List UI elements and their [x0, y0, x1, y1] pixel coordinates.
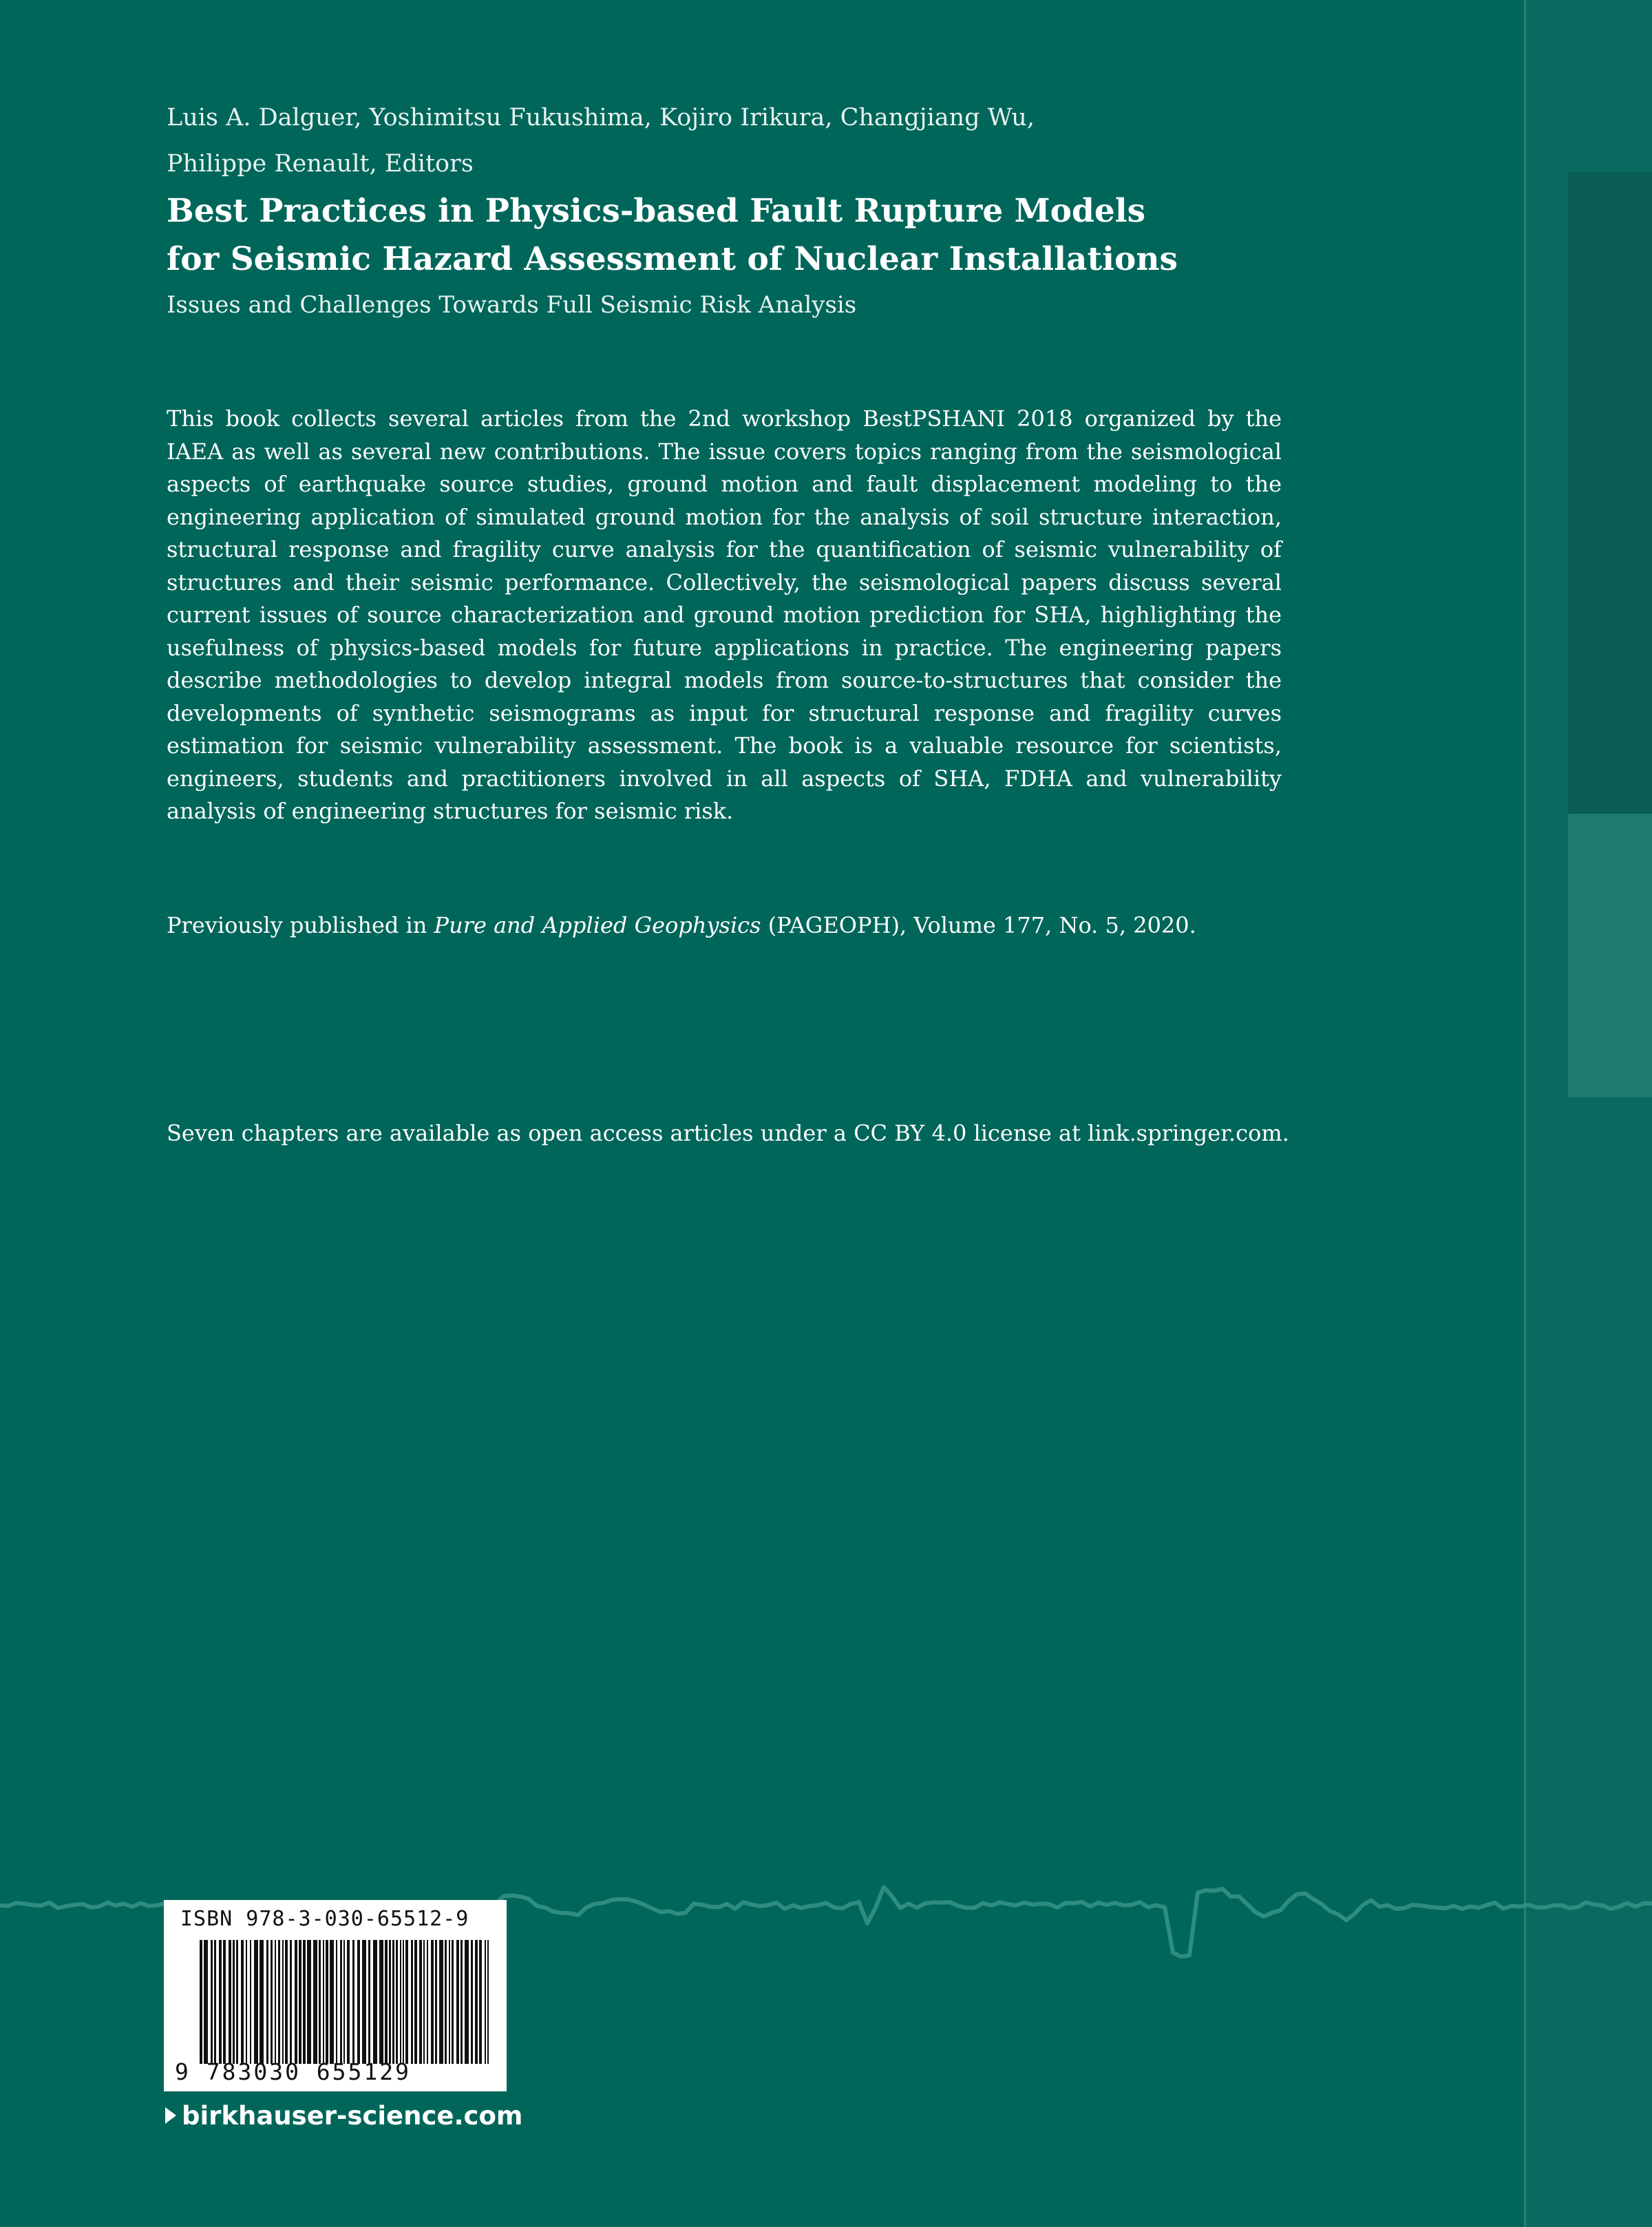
book-description: This book collects several articles from the 2nd workshop BestPSHANI 2018 organized by the IAEA as well as several new contributions. The issue covers topics ranging from the seismological aspects of earthquake source studies, ground motion and fault displacement modeling to the engineering application of simulated ground motion for the analysis of soil structure interaction, structural response and fragility curve analysis for the quantification of seismic vulnerability of structures and their seismic performance. Collectively, the seismological papers discuss several current issues of source characterization and ground motion prediction for SHA, highlighting the usefulness of physics-based models for future applications in practice. The engineering papers describe methodologies to develop integral models from source-to-structures that consider the developments of synthetic seismograms as input for structural response and fragility curves estimation for seismic vulnerability assessment. The book is a valuable resource for scientists, engineers, students and practitioners involved in all aspects of SHA, FDHA and vulnerability analysis of engineering structures for seismic risk.: [167, 405, 1282, 824]
barcode-bar: [368, 1940, 370, 2064]
barcode-bar: [214, 1940, 216, 2064]
barcode-bar: [271, 1940, 273, 2064]
barcode-bar: [414, 1940, 417, 2064]
barcode-bar: [449, 1940, 450, 2064]
barcode-bar: [389, 1940, 391, 2064]
barcode-bar: [439, 1940, 443, 2064]
barcode-bar: [340, 1940, 342, 2064]
spine-panel-dark: [1568, 172, 1652, 814]
barcode-bar: [392, 1940, 394, 2064]
barcode-bar: [347, 1940, 350, 2064]
publisher-url: birkhauser-science.com: [182, 2101, 523, 2131]
book-title-line-1: Best Practices in Physics-based Fault Rupture Models: [167, 192, 1146, 230]
editors-line-2: Philippe Renault, Editors: [167, 150, 474, 178]
barcode-bar: [290, 1940, 292, 2064]
barcode-bar: [362, 1940, 366, 2064]
barcode-bar: [343, 1940, 345, 2064]
book-title-line-2: for Seismic Hazard Assessment of Nuclear Installations: [167, 240, 1178, 278]
barcode-bar: [275, 1940, 276, 2064]
barcode-bar: [254, 1940, 258, 2064]
barcode-bar: [411, 1940, 413, 2064]
previously-suffix: (PAGEOPH), Volume 177, No. 5, 2020.: [761, 912, 1196, 938]
barcode-bar: [423, 1940, 425, 2064]
barcode-bar: [403, 1940, 404, 2064]
barcode-bar: [452, 1940, 454, 2064]
previously-prefix: Previously published in: [167, 912, 434, 938]
barcode-bar: [211, 1940, 213, 2064]
barcode-bar: [475, 1940, 478, 2064]
barcode-bar: [471, 1940, 473, 2064]
barcode-bar: [427, 1940, 428, 2064]
barcode-bar: [431, 1940, 434, 2064]
barcode-bar: [330, 1940, 334, 2064]
barcode-bar: [456, 1940, 459, 2064]
barcode-bar: [405, 1940, 408, 2064]
barcode-bar: [445, 1940, 447, 2064]
barcode-bar: [435, 1940, 437, 2064]
barcode-bar: [326, 1940, 328, 2064]
barcode-bar: [336, 1940, 337, 2064]
barcode-label: [164, 1900, 507, 2091]
barcode-bars: [200, 1940, 489, 2064]
barcode-bar: [419, 1940, 422, 2064]
barcode-digits: 9 783030 655129: [175, 2058, 412, 2085]
barcode-bar: [379, 1940, 383, 2064]
barcode-bar: [352, 1940, 354, 2064]
barcode-bar: [266, 1940, 268, 2064]
barcode-bar: [357, 1940, 360, 2064]
barcode-bar: [223, 1940, 226, 2064]
barcode-bar: [485, 1940, 486, 2064]
barcode-bar: [282, 1940, 284, 2064]
publisher-link[interactable]: [165, 2101, 522, 2131]
barcode-bar: [278, 1940, 280, 2064]
barcode-bar: [313, 1940, 317, 2064]
barcode-bar: [479, 1940, 482, 2064]
barcode-bar: [236, 1940, 238, 2064]
barcode-bar: [200, 1940, 202, 2064]
editors: [167, 95, 1199, 187]
barcode-bar: [319, 1940, 321, 2064]
barcode-bar: [241, 1940, 244, 2064]
barcode-bar: [396, 1940, 398, 2064]
barcode-bar: [299, 1940, 301, 2064]
editors-line-1: Luis A. Dalguer, Yoshimitsu Fukushima, Kojiro Irikura, Changjiang Wu,: [167, 104, 1035, 131]
barcode-bar: [219, 1940, 222, 2064]
barcode-bar: [323, 1940, 324, 2064]
barcode-bar: [385, 1940, 388, 2064]
barcode-bar: [229, 1940, 231, 2064]
play-arrow-icon: [165, 2107, 176, 2124]
isbn-text: ISBN 978-3-030-65512-9: [180, 1907, 469, 1931]
barcode-bar: [465, 1940, 469, 2064]
previously-published: [167, 909, 1337, 942]
barcode-bar: [260, 1940, 264, 2064]
barcode-bar: [295, 1940, 297, 2064]
barcode-bar: [246, 1940, 247, 2064]
open-access-note: Seven chapters are available as open access articles under a CC BY 4.0 license at link.springer.com.: [167, 1120, 1289, 1146]
barcode-bar: [307, 1940, 311, 2064]
barcode-bar: [460, 1940, 463, 2064]
journal-name: Pure and Applied Geophysics: [434, 912, 761, 938]
book-title: [167, 187, 1268, 284]
spine-panel-light: [1568, 814, 1652, 1097]
book-subtitle: Issues and Challenges Towards Full Seismic Risk Analysis: [167, 291, 857, 319]
barcode-bar: [204, 1940, 208, 2064]
barcode-bar: [303, 1940, 306, 2064]
barcode-bar: [250, 1940, 251, 2064]
barcode-bar: [373, 1940, 377, 2064]
barcode-bar: [285, 1940, 288, 2064]
barcode-bar: [233, 1940, 235, 2064]
barcode-bar: [487, 1940, 489, 2064]
barcode-bar: [400, 1940, 401, 2064]
